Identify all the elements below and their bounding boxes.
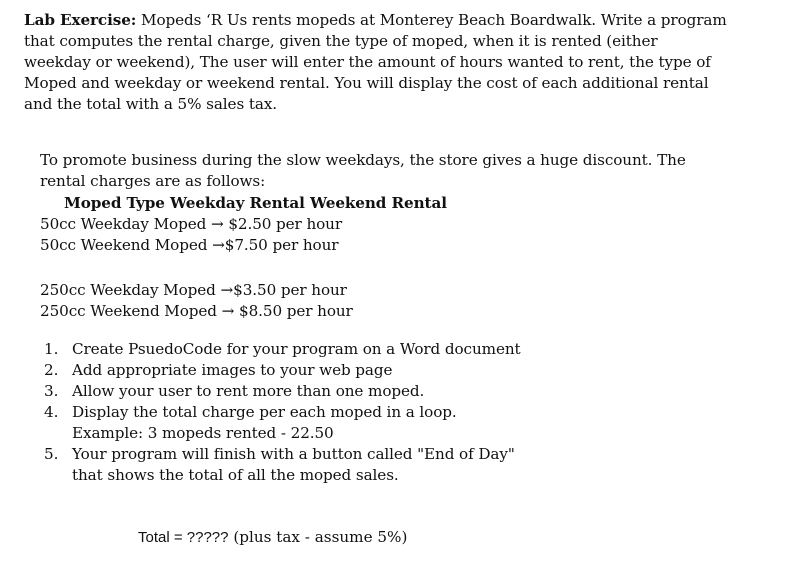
list-item [40, 360, 600, 381]
intro-text: Mopeds ‘R Us rents mopeds at Monterey Beach Boardwalk. Write a program that computes the rental charge, given the type of moped, when it is rented (either weekday or weekend), The user will enter the amount of hours wanted to rent, the type of Moped and weekday or weekend rental. You will display the cost of each additional rental and the total with a 5% sales tax. [24, 11, 727, 113]
moped-type: 250cc Weekday Moped [40, 281, 216, 299]
list-item [40, 339, 600, 360]
rate-table-header: Moped Type Weekday Rental Weekend Rental [64, 194, 447, 212]
rate-price: $3.50 per hour [233, 281, 347, 299]
rate-price: $2.50 per hour [223, 215, 343, 233]
list-number: 3. [44, 382, 59, 400]
intro-paragraph [24, 10, 729, 115]
promo-paragraph: To promote business during the slow weekdays, the store gives a huge discount. The rental charges are as follows: [40, 151, 686, 190]
list-item-continuation: that shows the total of all the moped sales. [72, 466, 399, 484]
total-note: (plus tax - assume 5%) [228, 528, 408, 546]
list-number: 5. [44, 445, 59, 463]
rate-line [40, 301, 353, 322]
task-list [40, 339, 600, 486]
moped-type: 50cc Weekday Moped [40, 215, 207, 233]
list-item [40, 381, 600, 402]
arrow-icon: → [220, 281, 234, 299]
list-number: 2. [44, 361, 59, 379]
total-line [138, 527, 407, 548]
arrow-icon: → [221, 302, 235, 320]
rates-250cc [40, 280, 353, 322]
arrow-icon: → [210, 215, 224, 233]
rate-line [40, 235, 342, 256]
rates-50cc [40, 214, 342, 256]
list-number: 1. [44, 340, 59, 358]
list-item-example: Example: 3 mopeds rented - 22.50 [72, 424, 334, 442]
moped-type: 250cc Weekend Moped [40, 302, 217, 320]
rate-price: $7.50 per hour [224, 236, 339, 254]
rate-price: $8.50 per hour [234, 302, 353, 320]
total-label: Total = ????? [138, 529, 229, 546]
list-item-text: Display the total charge per each moped in a loop. [72, 403, 457, 421]
list-item-text: Create PsuedoCode for your program on a Word document [72, 340, 521, 358]
list-item-text: Your program will finish with a button called "End of Day" [72, 445, 515, 463]
rate-line [40, 214, 342, 235]
list-item [40, 444, 600, 486]
list-item [40, 402, 600, 444]
arrow-icon: → [212, 236, 225, 254]
lab-exercise-label: Lab Exercise: [24, 11, 137, 29]
list-item-text: Add appropriate images to your web page [72, 361, 393, 379]
moped-type: 50cc Weekend Moped [40, 236, 208, 254]
rate-line [40, 280, 353, 301]
list-number: 4. [44, 403, 59, 421]
list-item-text: Allow your user to rent more than one moped. [72, 382, 425, 400]
